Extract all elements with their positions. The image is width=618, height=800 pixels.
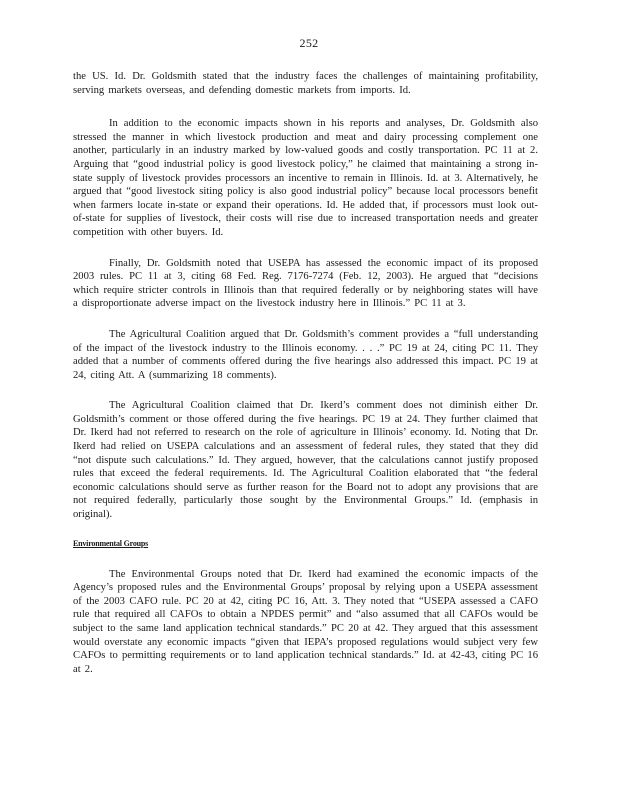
paragraph-goldsmith-complementary-industries: In addition to the economic impacts shown in his reports and analyses, Dr. Goldsmith also stressed the manner in which livestock production and meat and dairy processing complement one another, particularly in an industry marked by low-valued goods and costly transportation. PC 11 at 2. Arguing that “good industrial policy is good livestock policy,” he claimed that maintaining a strong in-state supply of livestock provides processors an incentive to remain in Illinois. Id. at 3. Alternatively, he argued that “good livestock siting policy is also good industrial policy” because local processors benefit when farmers locate in-state or expand their operations. Id. He added that, if processors must look out-of-state for supplies of livestock, their costs will rise due to increased transportation needs and greater competition with other buyers. Id. (73, 118, 538, 238)
paragraph-agricultural-coalition-argument: The Agricultural Coalition argued that Dr. Goldsmith’s comment provides a “full understanding of the impact of the livestock industry to the Illinois economy. . . .” PC 19 at 24, citing PC 11. They added that a number of comments offered during the five hearings also addressed this impact. PC 19 at 24, citing Att. A (summarizing 18 comments). (73, 328, 538, 381)
page-number: 252 (299, 36, 319, 50)
section-heading: Environmental Groups (73, 538, 149, 548)
paragraph-agricultural-coalition-ikerd-response: The Agricultural Coalition claimed that Dr. Ikerd’s comment does not diminish either Dr. Goldsmith’s comment or those offered during the five hearings. PC 19 at 24. They further claimed that Dr. Ikerd had not referred to research on the role of agriculture in Illinois’ economy. Id. Noting that Dr. Ikerd had relied on USEPA calculations and an assessment of federal rules, they stated that they did “not dispute such calculations.” Id. They argued, however, that the calculations cannot justify proposed rules that exceed the federal requirements. Id. The Agricultural Coalition elaborated that “the federal economic calculations should serve as further reason for the Board not to adopt any provisions that are not required federally, particularly those sought by the Environmental Groups.” Id. (emphasis in original). (73, 400, 538, 521)
paragraph-environmental-groups-argument: The Environmental Groups noted that Dr. Ikerd had examined the economic impacts of the Agency’s proposed rules and the Environmental Groups’ proposal by relying upon a USEPA assessment of the 2003 CAFO rule. PC 20 at 42, citing PC 16, Att. 3. They noted that “USEPA assessed a CAFO rule that required all CAFOs to obtain a NPDES permit” and “also assumed that all CAFOs would be subject to the same land application technical standards.” PC 20 at 42. They argued that this assessment would overstate any economic impacts “given that IEPA’s proposed regulations would subject very few CAFOs to permitting requirements or to land application technical standards.” Id. at 42-43, citing PC 16 at 2. (73, 568, 538, 675)
paragraph-goldsmith-industry-challenges: the US. Id. Dr. Goldsmith stated that the industry faces the challenges of maintaining profitability, serving markets overseas, and defending domestic markets from imports. Id. (73, 71, 538, 96)
paragraph-usepa-economic-assessment: Finally, Dr. Goldsmith noted that USEPA has assessed the economic impact of its proposed 2003 rules. PC 11 at 3, citing 68 Fed. Reg. 7176-7274 (Feb. 12, 2003). He argued that “decisions which require stricter controls in Illinois than that required federally or by neighboring states will have a disproportionate adverse impact on the livestock industry here in Illinois.” PC 11 at 3. (73, 257, 538, 310)
document-body (73, 70, 538, 693)
